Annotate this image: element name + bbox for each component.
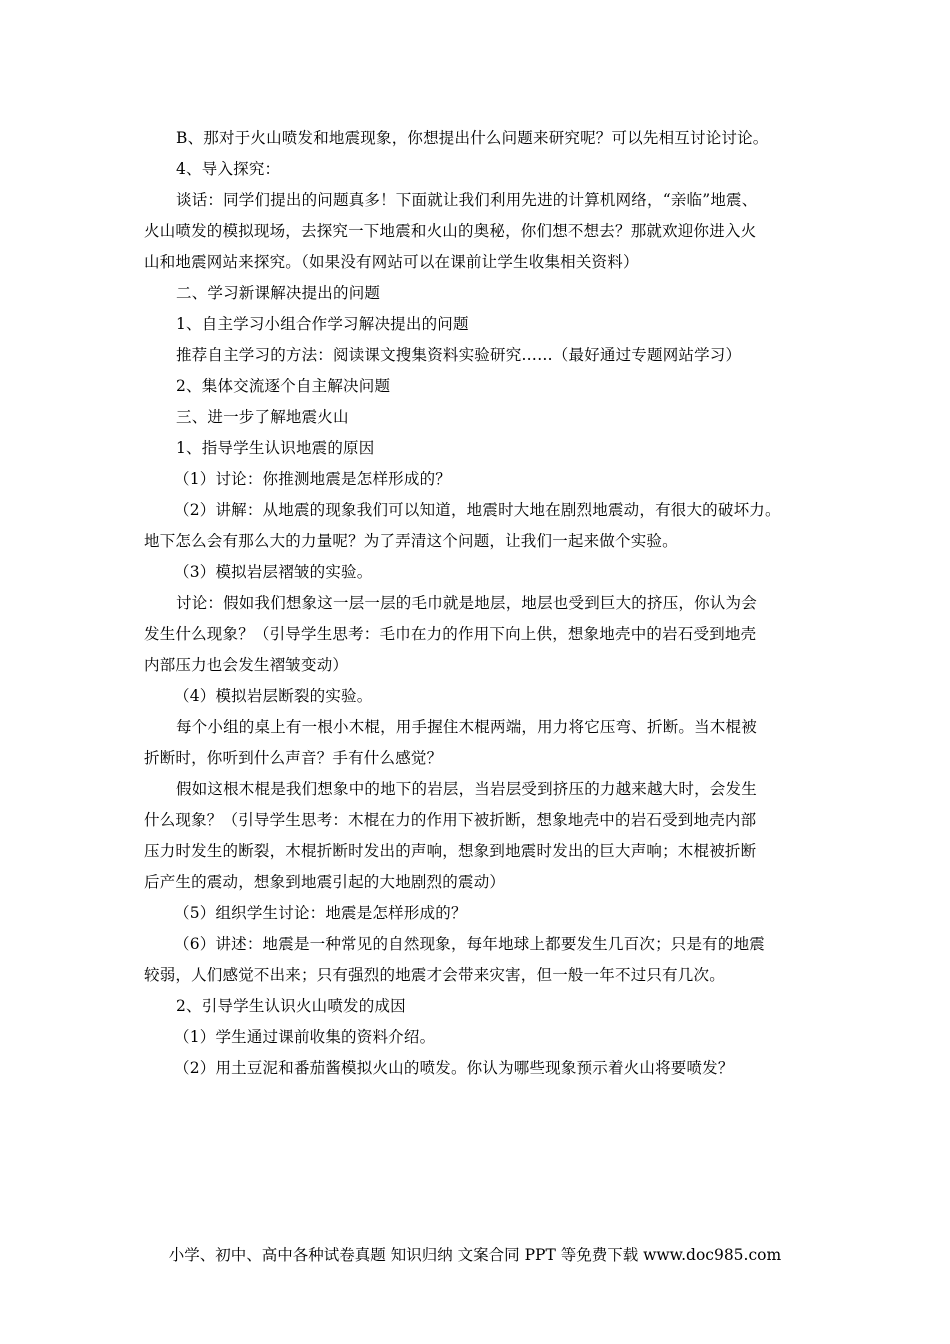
text-line: （1）讨论：你推测地震是怎样形成的？ xyxy=(174,470,451,488)
text-line: 山和地震网站来探究。（如果没有网站可以在课前让学生收集相关资料） xyxy=(144,253,639,271)
text-line: 发生什么现象？（引导学生思考：毛巾在力的作用下向上供，想象地壳中的岩石受到地壳 xyxy=(144,625,757,643)
text-line: （4）模拟岩层断裂的实验。 xyxy=(174,687,373,705)
text-line: 火山喷发的模拟现场，去探究一下地震和火山的奥秘，你们想不想去？那就欢迎你进入火 xyxy=(144,222,757,240)
section-heading: 4、导入探究： xyxy=(176,160,281,178)
text-line: （1）学生通过课前收集的资料介绍。 xyxy=(174,1028,436,1046)
text-line: 较弱，人们感觉不出来；只有强烈的地震才会带来灾害，但一般一年不过只有几次。 xyxy=(144,966,725,984)
text-line: 谈话：同学们提出的问题真多！下面就让我们利用先进的计算机网络，“亲临”地震、 xyxy=(176,191,758,209)
text-line: （2）讲解：从地震的现象我们可以知道，地震时大地在剧烈地震动，有很大的破坏力。 xyxy=(174,501,781,519)
section-heading: 三、进一步了解地震火山 xyxy=(176,408,349,426)
text-line: 地下怎么会有那么大的力量呢？为了弄清这个问题，让我们一起来做个实验。 xyxy=(144,532,678,550)
text-line: （5）组织学生讨论：地震是怎样形成的？ xyxy=(174,904,467,922)
text-line: B、那对于火山喷发和地震现象，你想提出什么问题来研究呢？可以先相互讨论讨论。 xyxy=(176,129,769,147)
text-line: （2）用土豆泥和番茄酱模拟火山的喷发。你认为哪些现象预示着火山将要喷发？ xyxy=(174,1059,734,1077)
section-heading: 1、指导学生认识地震的原因 xyxy=(176,439,375,457)
text-line: （6）讲述：地震是一种常见的自然现象，每年地球上都要发生几百次；只是有的地震 xyxy=(174,935,765,953)
text-line: 推荐自主学习的方法：阅读课文搜集资料实验研究……（最好通过专题网站学习） xyxy=(176,346,742,364)
text-line: 压力时发生的断裂，木棍折断时发出的声响，想象到地震时发出的巨大声响；木棍被折断 xyxy=(144,842,757,860)
page-footer: 小学、初中、高中各种试卷真题 知识归纳 文案合同 PPT 等免费下载 www.doc985.com xyxy=(168,1246,782,1264)
section-heading: 2、集体交流逐个自主解决问题 xyxy=(176,377,391,395)
document-body xyxy=(144,123,809,1084)
text-line: 后产生的震动，想象到地震引起的大地剧烈的震动） xyxy=(144,873,506,891)
text-line: 讨论：假如我们想象这一层一层的毛巾就是地层，地层也受到巨大的挤压，你认为会 xyxy=(176,594,757,612)
section-heading: 2、引导学生认识火山喷发的成因 xyxy=(176,997,406,1015)
section-heading: 1、自主学习小组合作学习解决提出的问题 xyxy=(176,315,469,333)
text-line: 什么现象？（引导学生思考：木棍在力的作用下被折断，想象地壳中的岩石受到地壳内部 xyxy=(144,811,757,829)
text-line: 折断时，你听到什么声音？手有什么感觉？ xyxy=(144,749,443,767)
section-heading: 二、学习新课解决提出的问题 xyxy=(176,284,381,302)
text-line: （3）模拟岩层褶皱的实验。 xyxy=(174,563,373,581)
text-line: 每个小组的桌上有一根小木棍，用手握住木棍两端，用力将它压弯、折断。当木棍被 xyxy=(176,718,757,736)
text-line: 内部压力也会发生褶皱变动） xyxy=(144,656,349,674)
text-line: 假如这根木棍是我们想象中的地下的岩层，当岩层受到挤压的力越来越大时，会发生 xyxy=(176,780,757,798)
